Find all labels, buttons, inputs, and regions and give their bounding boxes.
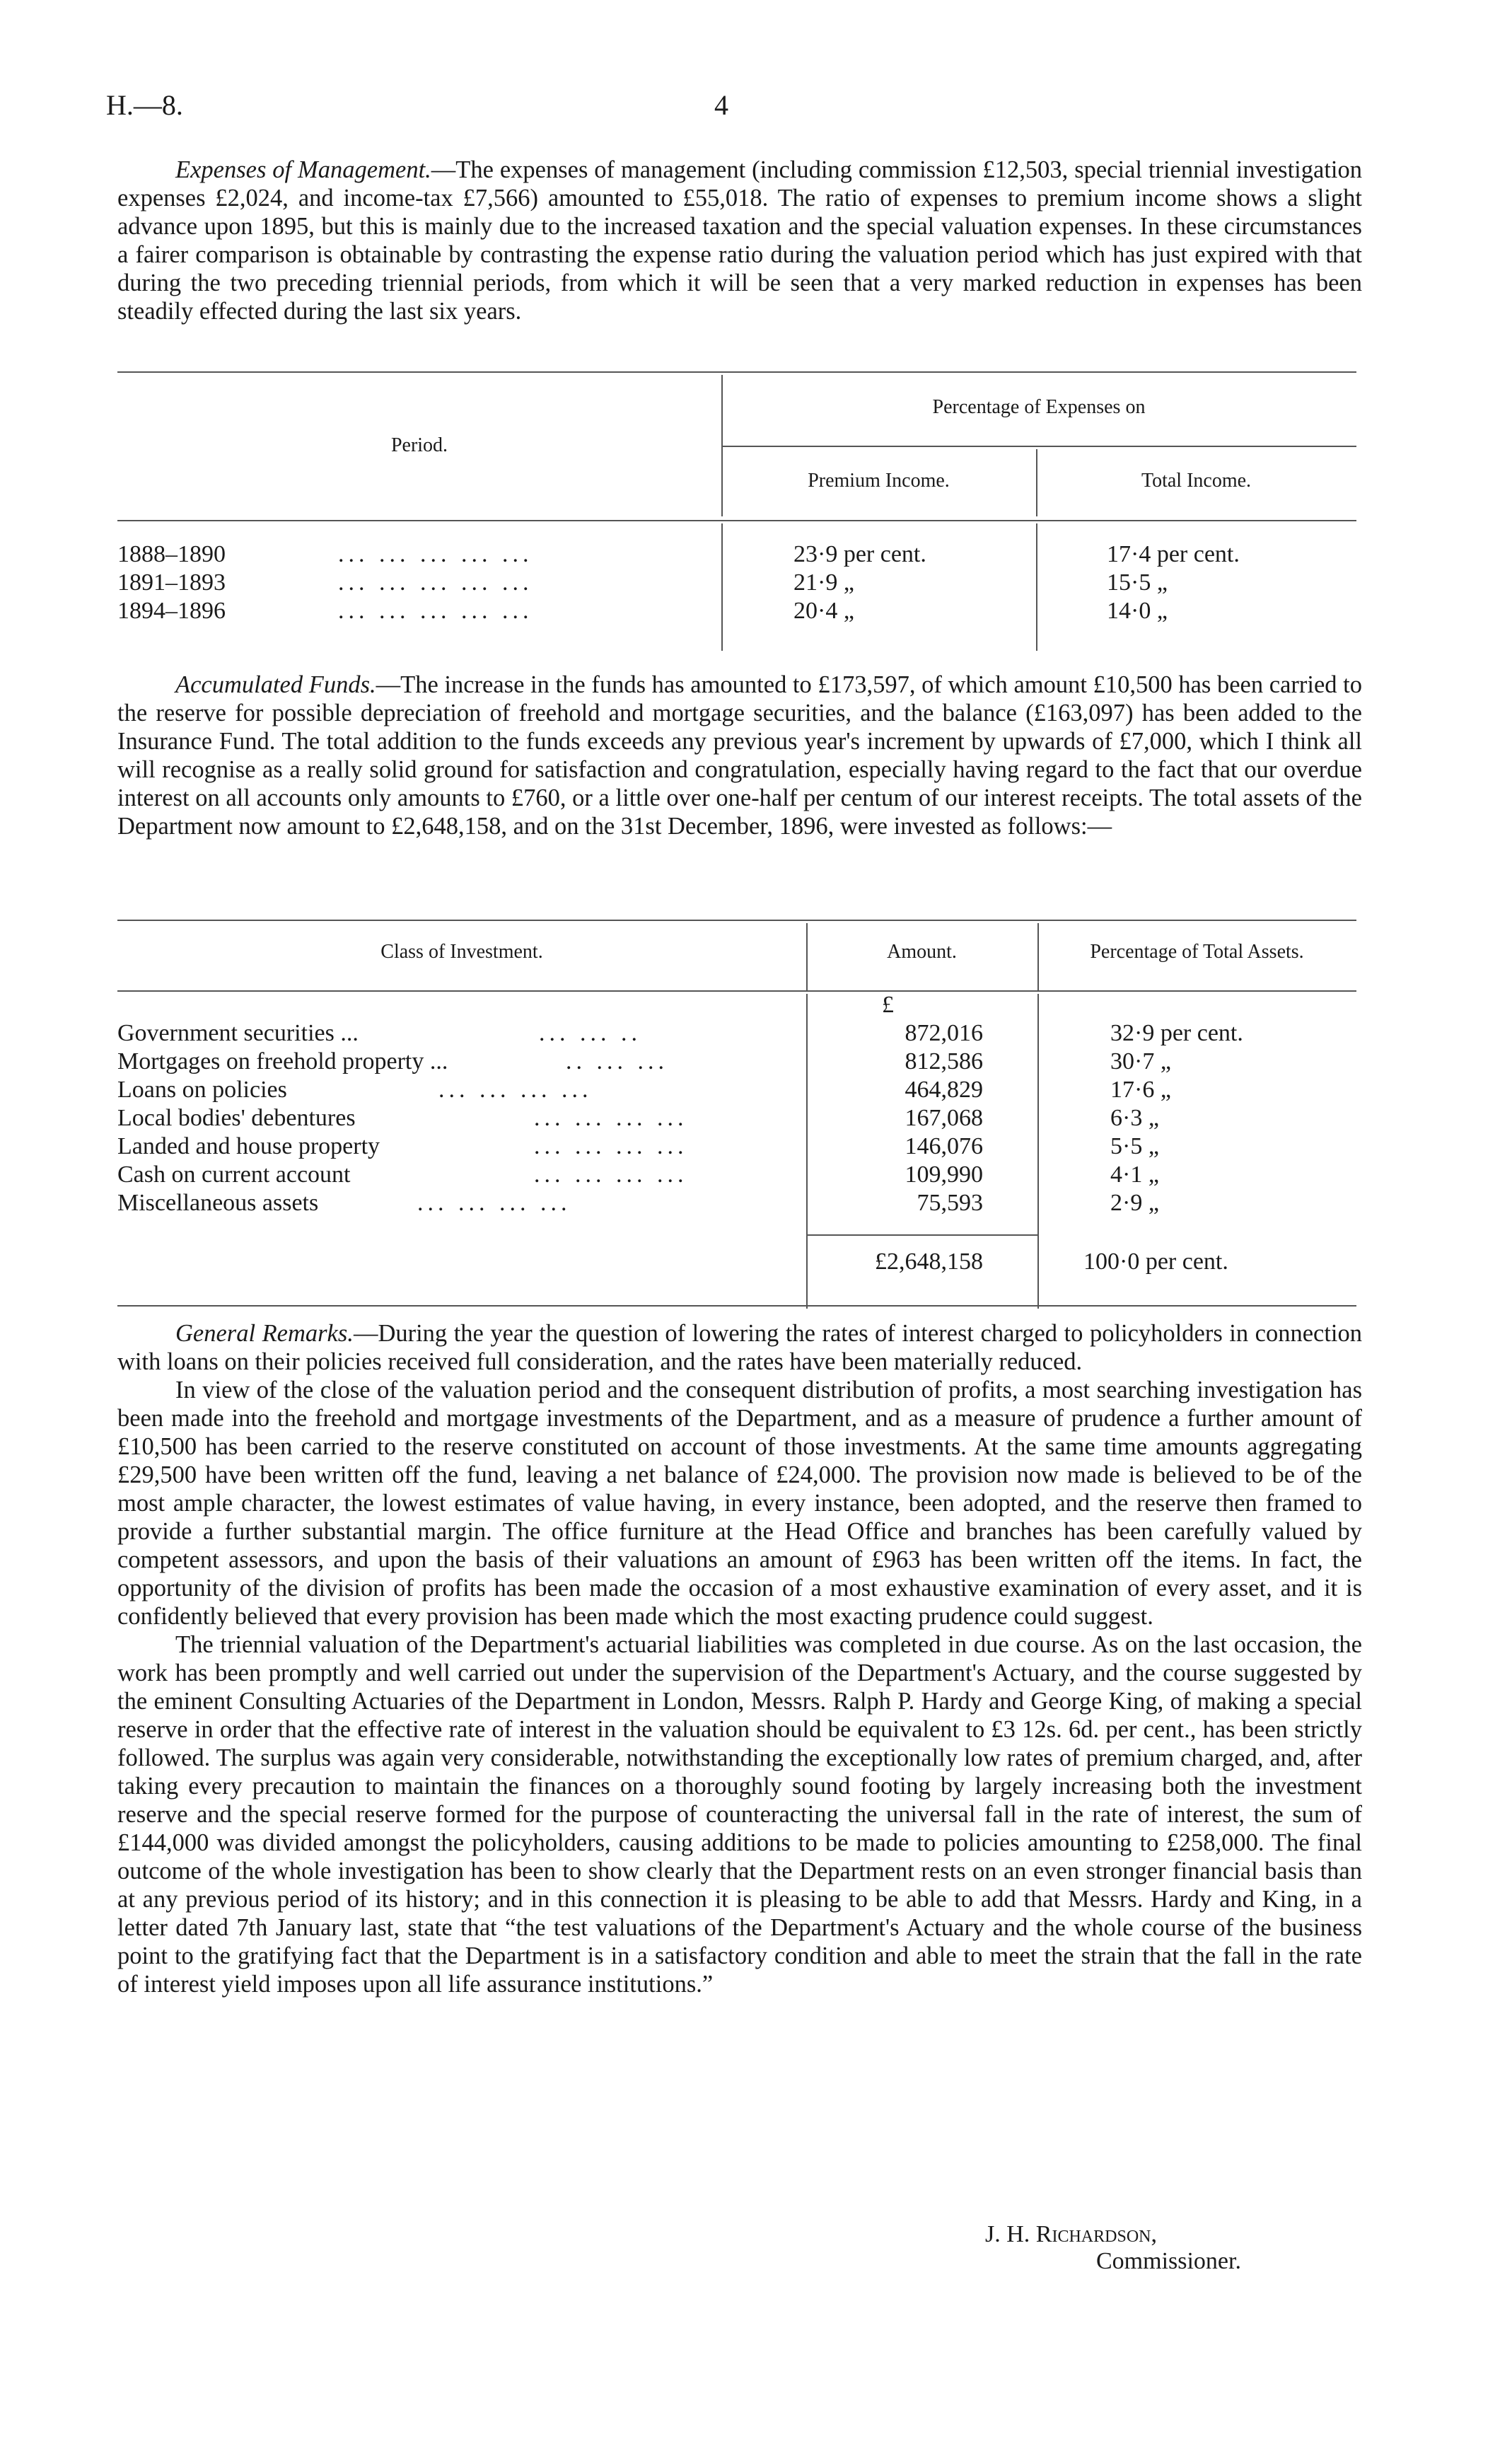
table1-vline-4 bbox=[1036, 523, 1037, 651]
currency-symbol: £ bbox=[882, 992, 894, 1018]
funds-heading: Accumulated Funds. bbox=[175, 671, 376, 698]
table2-pct-cell: 17·6 „ bbox=[1110, 1077, 1171, 1103]
table1-premium-cell: 20·4 „ bbox=[793, 598, 854, 624]
table2-class-header: Class of Investment. bbox=[380, 941, 543, 963]
remarks-paragraph-3: The triennial valuation of the Department's actuarial liabilities was completed in due course. As on the last occasion, the work has been promptly and well carried out under the supervision of the Department's Actuary, and the course suggested by the eminent Consulting Actuaries of the Department in London, Messrs. Ralph P. Hardy and George King, of making a special reserve in order that the effective rate of interest in the valuation should be equivalent to £3 12s. 6d. per cent., has been strictly followed. The surplus was again very considerable, notwithstanding the exceptionally low rates of premium charged, and, after taking every precaution to maintain the finances on a thoroughly sound footing by largely increasing both the investment reserve and the special reserve formed for the purpose of counteracting the universal fall in the rate of interest, the sum of £144,000 was divided amongst the policyholders, causing additions to be made to policies amounting to £258,000. The final outcome of the whole investigation has been to show clearly that the Department rests on an even stronger financial basis than at any previous period of its history; and in this connection it is pleasing to be able to add that Messrs. Hardy and King, in a letter dated 7th January last, state that “the test valuations of the Department's Actuary and the whole course of the business point to the gratifying fact that the Department is in a satisfactory condition and able to meet the strain that the fall in the rate of interest yield imposes upon all life assurance institutions.” bbox=[117, 1631, 1362, 1998]
table2-total-amount: £2,648,158 bbox=[875, 1249, 983, 1275]
table2-pct-cell: 32·9 per cent. bbox=[1110, 1020, 1243, 1046]
table2-amount-cell: 146,076 bbox=[905, 1133, 983, 1159]
table2-name-cell: Miscellaneous assets bbox=[117, 1190, 319, 1216]
table2-name-cell: Loans on policies bbox=[117, 1077, 287, 1103]
table2-amount-cell: 872,016 bbox=[905, 1020, 983, 1046]
table2-sum-rule bbox=[806, 1234, 1037, 1236]
expenses-text: —The expenses of management (including commission £12,503, special triennial investigation expenses £2,024, and income-tax £7,566) amounted to £55,018. The ratio of expenses to premium income shows a slight advance upon 1895, but this is mainly due to the increased taxation and the special valuation expenses. In these circumstances a fairer comparison is obtainable by contrasting the expense ratio during the valuation period which has just expired with that during the two preceding triennial periods, from which it will be seen that a very marked reduction in expenses has been steadily effected during the last six years. bbox=[117, 156, 1362, 325]
table2-name-cell: Local bodies' debentures bbox=[117, 1105, 356, 1131]
table1-total-cell: 17·4 per cent. bbox=[1107, 541, 1240, 567]
table1-total-cell: 14·0 „ bbox=[1107, 598, 1168, 624]
table1-total-cell: 15·5 „ bbox=[1107, 569, 1168, 596]
signature-title: Commissioner. bbox=[1096, 2248, 1241, 2274]
table2-leader: ... ... ... ... bbox=[534, 1105, 688, 1131]
table2-name-cell: Government securities ... bbox=[117, 1020, 359, 1046]
expenses-heading: Expenses of Management. bbox=[175, 156, 431, 183]
remarks-paragraph-1 bbox=[117, 1319, 1362, 1376]
table1-premium-cell: 23·9 per cent. bbox=[793, 541, 926, 567]
table2-top-rule bbox=[117, 920, 1356, 921]
table2-total-pct: 100·0 per cent. bbox=[1083, 1249, 1228, 1275]
table2-amount-cell: 75,593 bbox=[917, 1190, 983, 1216]
table1-vline-3 bbox=[721, 523, 723, 651]
table2-pct-cell: 5·5 „ bbox=[1110, 1133, 1159, 1159]
table2-amount-header: Amount. bbox=[887, 941, 957, 963]
table2-amount-cell: 812,586 bbox=[905, 1048, 983, 1074]
table2-name-cell: Mortgages on freehold property ... bbox=[117, 1048, 448, 1074]
table1-leader: ... ... ... ... ... bbox=[338, 569, 533, 596]
table1-period-header: Period. bbox=[390, 434, 448, 456]
table1-period-cell: 1891–1893 bbox=[117, 569, 226, 596]
table1-group-rule bbox=[721, 446, 1356, 447]
table1-total-header: Total Income. bbox=[1141, 470, 1252, 492]
table2-leader: ... ... ... ... bbox=[534, 1133, 688, 1159]
table1-header-rule bbox=[117, 520, 1356, 521]
table2-vline-4 bbox=[1037, 994, 1039, 1309]
table2-leader: .. ... ... bbox=[566, 1048, 668, 1074]
remarks-heading: General Remarks. bbox=[175, 1320, 354, 1347]
remarks-section bbox=[117, 1319, 1362, 1998]
table2-name-cell: Landed and house property bbox=[117, 1133, 380, 1159]
table2-bottom-rule bbox=[117, 1305, 1356, 1307]
table2-name-cell: Cash on current account bbox=[117, 1162, 351, 1188]
table2-leader: ... ... ... ... bbox=[534, 1162, 688, 1188]
table1-premium-header: Premium Income. bbox=[808, 470, 950, 492]
remarks-paragraph-2: In view of the close of the valuation period and the consequent distribution of profits, a most searching investigation has been made into the freehold and mortgage investments of the Department, and as a measure of prudence a further amount of £10,500 has been carried to the reserve constituted on account of those investments. At the same time amounts aggregating £29,500 have been written off the fund, leaving a net balance of £24,000. The provision now made is believed to be of the most ample character, the lowest estimates of value having, in every instance, been adopted, and the reserve then framed to provide a further substantial margin. The office furniture at the Head Office and branches has been carefully valued by competent assessors, and upon the basis of their valuations an amount of £963 has been written off the items. In fact, the opportunity of the division of profits has been made the occasion of a most exhaustive examination of every asset, and it is confidently believed that every provision has been made which the most exacting prudence could suggest. bbox=[117, 1377, 1362, 1630]
table2-pct-cell: 6·3 „ bbox=[1110, 1105, 1159, 1131]
table2-leader: ... ... ... ... bbox=[417, 1190, 571, 1216]
table2-vline-3 bbox=[806, 994, 808, 1309]
table2-header-rule bbox=[117, 990, 1356, 992]
table1-leader: ... ... ... ... ... bbox=[338, 541, 533, 567]
table1-top-rule bbox=[117, 371, 1356, 373]
table1-premium-cell: 21·9 „ bbox=[793, 569, 854, 596]
remarks-p1-text: —During the year the question of lowering the rates of interest charged to policyholders in connection with loans on their policies received full consideration, and the rates have been materially reduced. bbox=[117, 1320, 1362, 1375]
table2-pct-cell: 30·7 „ bbox=[1110, 1048, 1171, 1074]
table2-amount-cell: 464,829 bbox=[905, 1077, 983, 1103]
table2-leader: ... ... ... ... bbox=[438, 1077, 593, 1103]
funds-paragraph bbox=[117, 671, 1362, 840]
table2-amount-cell: 167,068 bbox=[905, 1105, 983, 1131]
table1-group-header: Percentage of Expenses on bbox=[932, 396, 1146, 418]
table1-leader: ... ... ... ... ... bbox=[338, 598, 533, 624]
page-number: 4 bbox=[714, 89, 728, 121]
table1-period-cell: 1894–1896 bbox=[117, 598, 226, 624]
table2-pct-cell: 2·9 „ bbox=[1110, 1190, 1159, 1216]
table2-pct-header: Percentage of Total Assets. bbox=[1090, 941, 1304, 963]
signature-name: J. H. Richardson, bbox=[985, 2221, 1157, 2247]
funds-text: —The increase in the funds has amounted to £173,597, of which amount £10,500 has been carried to the reserve for possible depreciation of freehold and mortgage securities, and the balance (£163,097) has been added to the Insurance Fund. The total addition to the funds exceeds any previous year's increment by upwards of £7,000, which I think all will recognise as a really solid ground for satisfaction and congratulation, especially having regard to the fact that our overdue interest on all accounts only amounts to £760, or a little over one-half per centum of our interest receipts. The total assets of the Department now amount to £2,648,158, and on the 31st December, 1896, were invested as follows:— bbox=[117, 671, 1362, 840]
table2-amount-cell: 109,990 bbox=[905, 1162, 983, 1188]
table1-period-cell: 1888–1890 bbox=[117, 541, 226, 567]
table2-pct-cell: 4·1 „ bbox=[1110, 1162, 1159, 1188]
document-reference: H.—8. bbox=[106, 89, 183, 121]
table2-leader: ... ... .. bbox=[539, 1020, 641, 1046]
expenses-paragraph bbox=[117, 156, 1362, 325]
